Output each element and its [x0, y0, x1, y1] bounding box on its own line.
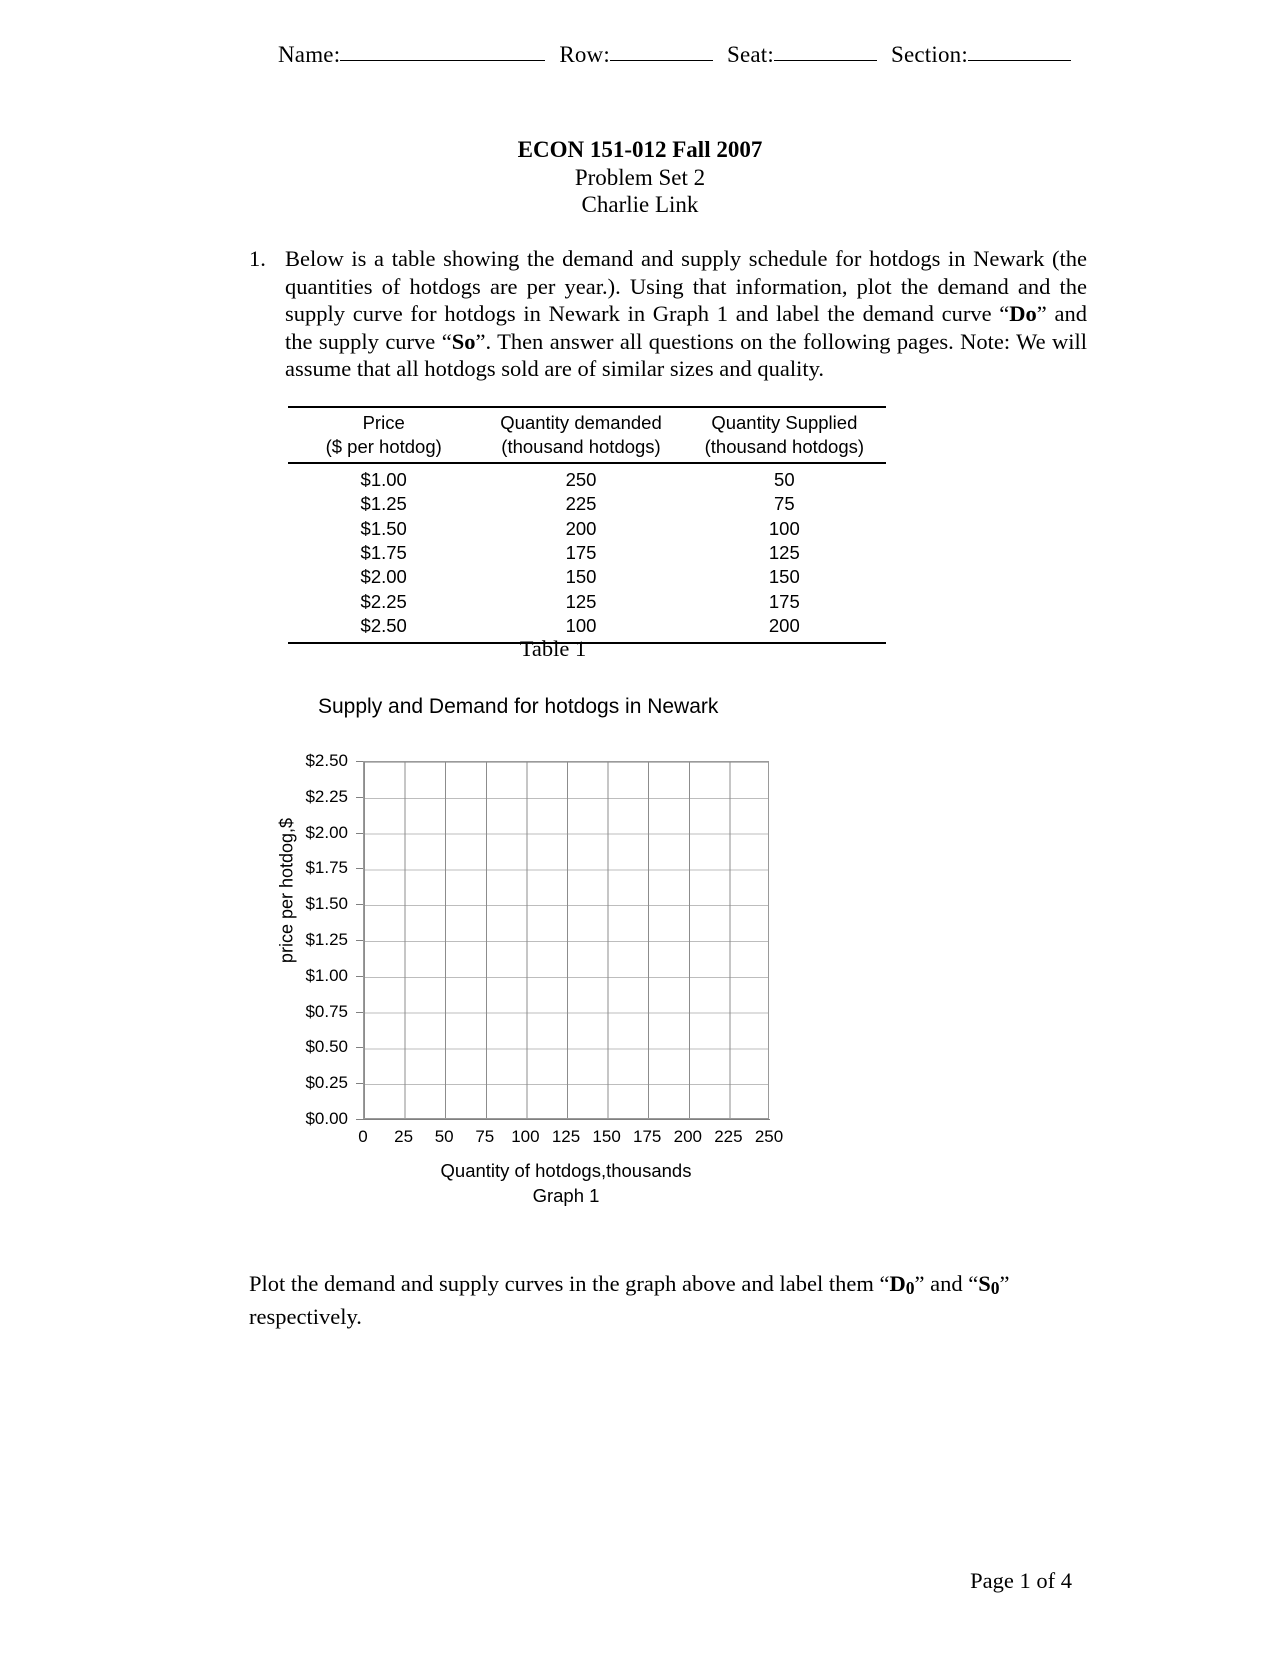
- demand-supply-table-wrapper: [288, 406, 886, 644]
- y-axis-tick-mark: [356, 1119, 363, 1120]
- x-tick-label: 225: [714, 1127, 743, 1146]
- cell-demanded: 225: [565, 493, 597, 515]
- chart-y-axis-title: price per hotdog,$: [276, 817, 297, 964]
- section-field-label: Section:: [890, 42, 968, 67]
- x-tick-label: 250: [754, 1127, 784, 1146]
- y-axis-tick-mark: [356, 797, 363, 798]
- cell-demanded: 125: [565, 590, 597, 612]
- y-axis-tick-mark: [356, 1083, 363, 1084]
- author-name: Charlie Link: [581, 192, 699, 217]
- cell-demanded: 250: [565, 468, 597, 490]
- chart-x-axis-line: [363, 1119, 770, 1120]
- cell-supplied: 75: [774, 493, 795, 515]
- closing-supply-label: S0: [978, 1271, 1000, 1299]
- closing-text-part3: ” respectively.: [249, 1271, 1010, 1329]
- x-tick-label: 200: [673, 1127, 702, 1146]
- header-price-units: ($ per hotdog): [288, 435, 479, 462]
- closing-text-part1: Plot the demand and supply curves in the graph above and label them “: [249, 1271, 890, 1296]
- cell-demanded: 150: [565, 566, 597, 588]
- question-1-text-part2: ” and the supply curve “: [285, 301, 1087, 354]
- y-tick-label: $0.25: [305, 1073, 348, 1093]
- question-1-text-part1: Below is a table showing the demand and supply schedule for hotdogs in Newark (the quantities of hotdogs are per year.). Using that information, plot the demand and the supply curve for hotdogs in Newark in Graph 1 and label the demand curve “: [285, 246, 1087, 326]
- closing-demand-label: D0: [889, 1271, 915, 1299]
- question-1-body: [285, 245, 1087, 383]
- chart-x-axis-tick-labels: [358, 1127, 784, 1155]
- y-tick-label: $1.25: [305, 930, 348, 949]
- question-1-text-part3: ”. Then answer all questions on the following pages. Note: We will assume that all hotdogs sold are of similar sizes and quality.: [285, 328, 1087, 381]
- y-tick-label: $2.50: [305, 751, 348, 770]
- y-axis-tick-mark: [356, 976, 363, 977]
- question-1: [249, 245, 1087, 383]
- chart-x-axis-title: Quantity of hotdogs,thousands: [440, 1160, 692, 1181]
- y-axis-tick-mark: [356, 833, 363, 834]
- y-tick-label: $0.75: [305, 1001, 348, 1021]
- cell-price: $2.25: [360, 590, 407, 612]
- cell-demanded: 200: [565, 517, 597, 539]
- header-price: Price: [362, 412, 405, 433]
- table-row: [288, 541, 886, 565]
- cell-price: $1.25: [360, 493, 407, 515]
- table-header-row-2: [288, 435, 886, 462]
- chart-plot-area[interactable]: [363, 761, 769, 1119]
- course-title: ECON 151-012 Fall 2007: [517, 137, 763, 162]
- x-tick-label: 0: [358, 1127, 368, 1146]
- y-tick-label: $0.00: [305, 1109, 348, 1128]
- table-row: [288, 565, 886, 589]
- demand-supply-table: [288, 406, 886, 644]
- closing-text-part2: ” and “: [914, 1271, 979, 1296]
- y-axis-tick-mark: [356, 868, 363, 869]
- header-quantity-supplied: Quantity Supplied: [711, 412, 858, 433]
- cell-supplied: 150: [768, 566, 800, 588]
- document-title-block: [0, 136, 1280, 218]
- cell-demanded: 175: [565, 542, 597, 564]
- cell-supplied: 100: [768, 517, 800, 539]
- x-tick-label: 50: [434, 1127, 454, 1146]
- x-tick-label: 125: [551, 1127, 581, 1146]
- x-tick-label: 150: [592, 1127, 621, 1146]
- cell-price: $1.00: [360, 468, 407, 490]
- table-row: [288, 517, 886, 541]
- cell-supplied: 125: [768, 542, 800, 564]
- row-field-label: Row:: [559, 42, 610, 67]
- header-supplied-units: (thousand hotdogs): [683, 435, 886, 462]
- y-tick-label: $1.75: [305, 858, 348, 878]
- cell-supplied: 175: [768, 590, 800, 612]
- assignment-title: Problem Set 2: [574, 165, 706, 190]
- name-field-label: Name:: [278, 42, 341, 67]
- y-tick-label: $2.25: [305, 786, 348, 806]
- question-1-number: 1.: [249, 246, 266, 271]
- cell-price: $2.00: [360, 566, 407, 588]
- demand-curve-label-do: Do: [1009, 301, 1037, 326]
- x-tick-label: 175: [633, 1127, 662, 1146]
- table-row: [288, 492, 886, 516]
- chart-y-axis-tick-labels: [250, 751, 356, 1128]
- x-tick-label: 75: [475, 1127, 495, 1146]
- x-tick-label: 25: [394, 1127, 414, 1146]
- table-caption: Table 1: [519, 636, 587, 661]
- section-input-blank[interactable]: [968, 60, 1071, 61]
- row-input-blank[interactable]: [610, 60, 713, 61]
- y-tick-label: $1.00: [305, 965, 348, 985]
- cell-supplied: 200: [683, 614, 886, 642]
- cell-price: $2.50: [288, 614, 479, 642]
- y-axis-tick-mark: [356, 904, 363, 905]
- page-footer: Page 1 of 4: [970, 1568, 1072, 1593]
- y-tick-label: $1.50: [305, 894, 348, 914]
- table-head: [288, 407, 886, 463]
- supply-curve-label-so: So: [451, 328, 476, 354]
- student-info-row: [278, 40, 1078, 70]
- closing-instruction: [249, 1270, 1069, 1330]
- table-row: [288, 590, 886, 614]
- cell-price: $1.50: [360, 517, 407, 539]
- seat-field-label: Seat:: [726, 42, 774, 67]
- graph-caption: Graph 1: [532, 1185, 600, 1206]
- cell-price: $1.75: [360, 542, 407, 564]
- name-input-blank[interactable]: [340, 60, 545, 61]
- header-demanded-units: (thousand hotdogs): [479, 435, 682, 462]
- seat-input-blank[interactable]: [774, 60, 877, 61]
- chart-title: Supply and Demand for hotdogs in Newark: [318, 695, 719, 718]
- table-header-row-1: [288, 407, 886, 435]
- y-axis-tick-mark: [356, 1047, 363, 1048]
- y-axis-tick-mark: [356, 761, 363, 762]
- y-axis-tick-mark: [356, 940, 363, 941]
- cell-supplied: 50: [774, 468, 795, 490]
- table-body: [288, 463, 886, 643]
- cell-demanded: 100: [479, 614, 682, 642]
- y-axis-tick-mark: [356, 1012, 363, 1013]
- header-quantity-demanded: Quantity demanded: [500, 412, 662, 433]
- x-tick-label: 100: [511, 1127, 540, 1146]
- y-tick-label: $2.00: [305, 822, 348, 842]
- table-row: [288, 463, 886, 492]
- y-tick-label: $0.50: [305, 1037, 348, 1057]
